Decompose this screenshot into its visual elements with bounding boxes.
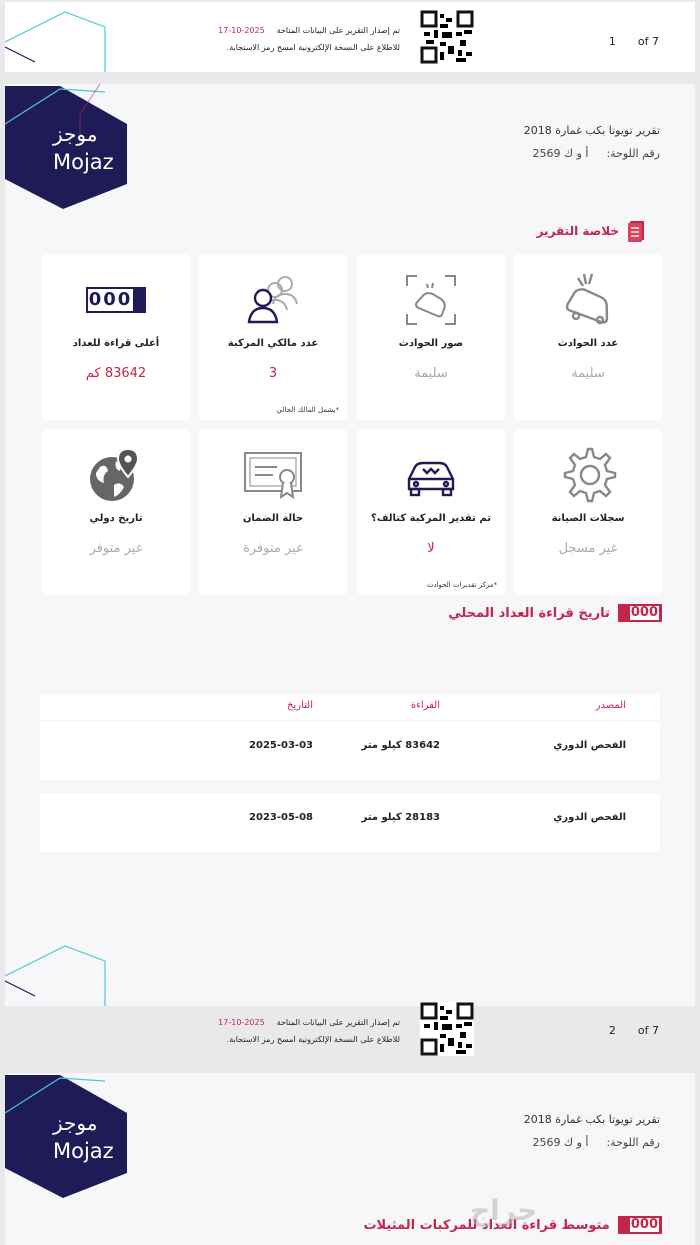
globe-pin-icon: [86, 445, 146, 505]
car-front-icon: [401, 445, 461, 505]
table-row: [40, 794, 660, 852]
report-icon: [627, 220, 645, 242]
row-source: الفحص الدوري: [553, 812, 626, 823]
odometer-icon: 000: [618, 604, 662, 622]
plate-number: [533, 147, 660, 160]
odometer-icon: 000: [86, 287, 147, 313]
card-value: لا: [427, 541, 435, 556]
page-indicator: [609, 35, 659, 48]
card-accidents-count: [514, 254, 662, 420]
qr-code-graphic[interactable]: [420, 1002, 474, 1056]
car-crash-icon: [558, 270, 618, 330]
decorative-lines: [5, 2, 115, 72]
damage-photo-icon: [401, 270, 461, 330]
row-date: 2025-03-03: [249, 740, 313, 751]
scan-note: للاطلاع على النسخة الإلكترونية امسح رمز الاستجابة.: [226, 1035, 400, 1044]
issued-date: 2025-10-17: [218, 1018, 265, 1027]
card-warranty: [199, 429, 347, 595]
logo-text-ar: موجز: [53, 1111, 98, 1135]
mojaz-logo: [5, 84, 135, 214]
card-label: تاريخ دولي: [89, 513, 143, 524]
plate-label: رقم اللوحة:: [606, 1136, 660, 1149]
footer-text: [218, 22, 400, 56]
avg-title: متوسط قراءة العداد للمركبات المثيلات: [363, 1217, 610, 1233]
issued-date: 2025-10-17: [218, 26, 265, 35]
issued-label: تم إصدار التقرير على البيانات المتاحة: [276, 26, 400, 35]
page-number: 2: [608, 1024, 616, 1037]
card-label: عدد مالكي المركبة: [227, 338, 319, 349]
logo-text-ar: موجز: [53, 122, 98, 146]
col-source: المصدر: [595, 700, 626, 711]
odometer-title: تاريخ قراءة العداد المحلي: [448, 605, 610, 621]
card-label: سجلات الصيانة: [551, 513, 625, 524]
page-number: 1: [608, 35, 616, 48]
report-title: تقرير تويوتا بكب غمارة 2018: [523, 1113, 660, 1126]
page-footer: [5, 2, 695, 72]
row-source: الفحص الدوري: [553, 740, 626, 751]
card-label: تم تقدير المركبة كتالف؟: [371, 513, 491, 524]
report-page: [5, 84, 695, 1044]
report-page: [5, 1073, 695, 1245]
row-reading: 28183 كيلو متر: [361, 812, 440, 823]
certificate-icon: [241, 445, 305, 505]
footer-text: [218, 1014, 400, 1048]
page-total: of 7: [637, 35, 659, 48]
card-value: سليمة: [571, 366, 605, 381]
logo-text-en: Mojaz: [53, 150, 114, 174]
report-title: تقرير تويوتا بكب غمارة 2018: [523, 124, 660, 137]
odometer-table-header: [40, 694, 660, 720]
card-note: *يشمل المالك الحالي: [276, 406, 339, 414]
card-owners-count: [199, 254, 347, 420]
col-date: التاريخ: [287, 700, 313, 711]
card-value: 3: [268, 366, 278, 381]
card-value: غير متوفرة: [243, 541, 303, 556]
row-reading: 83642 كيلو متر: [361, 740, 440, 751]
card-label: أعلى قراءة للعداد: [72, 338, 160, 349]
odometer-icon: 000: [618, 1216, 662, 1234]
gear-icon: [558, 445, 618, 505]
mojaz-logo: [5, 1073, 135, 1203]
card-value: غير متوفر: [89, 541, 143, 556]
card-value: 83642 كم: [85, 366, 147, 381]
page-indicator: [609, 1024, 659, 1037]
col-reading: القراءة: [410, 700, 440, 711]
odometer-section-title: [448, 604, 662, 622]
scan-note: للاطلاع على النسخة الإلكترونية امسح رمز الاستجابة.: [226, 43, 400, 52]
decorative-lines: [5, 936, 115, 1006]
plate-value: أ و ك 2569: [532, 147, 589, 160]
owners-icon: [241, 270, 305, 330]
row-date: 2023-05-08: [249, 812, 313, 823]
card-total-loss: [357, 429, 505, 595]
page-total: of 7: [637, 1024, 659, 1037]
card-note: *مركز تقديرات الحوادث: [426, 581, 497, 589]
plate-value: أ و ك 2569: [532, 1136, 589, 1149]
card-maintenance: [514, 429, 662, 595]
plate-number: [533, 1136, 660, 1149]
plate-label: رقم اللوحة:: [606, 147, 660, 160]
summary-title: خلاصة التقرير: [536, 224, 619, 238]
card-label: عدد الحوادث: [557, 338, 619, 349]
table-row: [40, 722, 660, 780]
summary-section-title: [537, 220, 645, 242]
logo-text-en: Mojaz: [53, 1139, 114, 1163]
card-value: غير مسجل: [558, 541, 618, 556]
card-max-odometer: [42, 254, 190, 420]
card-international-history: [42, 429, 190, 595]
card-accident-photos: [357, 254, 505, 420]
card-label: صور الحوادث: [398, 338, 464, 349]
watermark: حراج: [470, 1194, 538, 1227]
card-value: سليمة: [414, 366, 448, 381]
qr-code[interactable]: [420, 10, 474, 64]
card-label: حالة الضمان: [242, 513, 304, 524]
issued-label: تم إصدار التقرير على البيانات المتاحة: [276, 1018, 400, 1027]
